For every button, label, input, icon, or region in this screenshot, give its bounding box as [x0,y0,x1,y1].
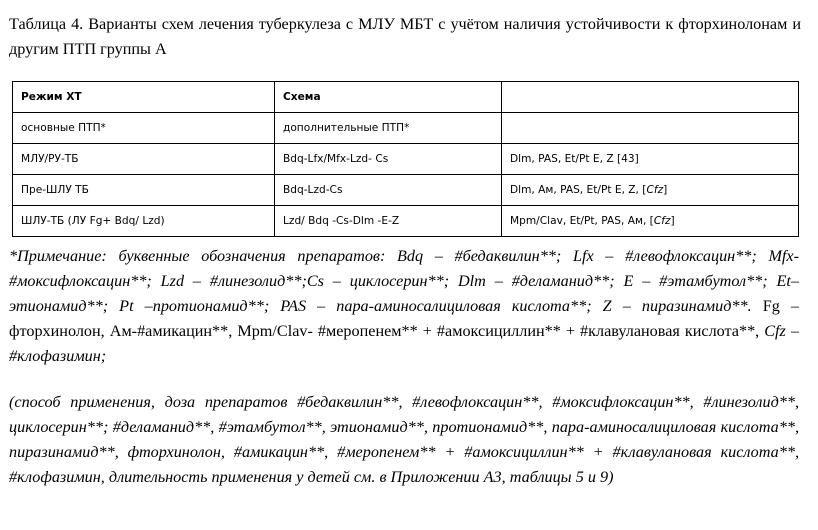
cell-text-italic: Cfz [646,184,664,196]
table-row [13,206,799,237]
table-cell [502,175,799,206]
cell-text-italic: Cfz [653,215,671,227]
usage-note: (способ применения, доза препаратов #бедаквилин**, #левофлоксацин**, #моксифлоксацин**, #линезолид**, циклосерин**; #деламанид**, #этамбутол**, этионамид**, протионамид**, пара-аминосалициловая кислота**, пиразинамид**, фторхинолон, #амикацин**, #меропенем** + #амоксициллин** + #клавулановая кислота**, #клофазимин, длительность применения у детей см. в Приложении А3, таблицы 5 и 9) [9,393,799,486]
note-italic-text: Cfz – #клофазимин; [9,322,799,365]
table-cell [502,206,799,237]
cell-text: Mpm/Clav, Et/Pt, PAS, Ам, [ [510,215,654,227]
table-cell: ШЛУ-ТБ (ЛУ Fg+ Bdq/ Lzd) [13,206,275,237]
cell-text: Dlm, Ам, PAS, Et/Pt E, Z, [ [510,184,647,196]
table-header-row [13,82,799,113]
table-cell: МЛУ/РУ-ТБ [13,144,275,175]
cell-text: ] [670,215,675,227]
table-cell: Пре-ШЛУ ТБ [13,175,275,206]
table-cell [502,113,799,144]
table-cell: Bdq-Lzd-Cs [275,175,502,206]
table-cell: основные ПТП* [13,113,275,144]
table-caption: Таблица 4. Варианты схем лечения туберкулеза с МЛУ МБТ с учётом наличия устойчивости к фторхинолонам и другим ПТП группы А [9,15,801,58]
header-cell-blank [502,82,799,113]
abbreviation-note [9,244,799,369]
table-row [13,144,799,175]
header-cell-scheme: Схема [275,82,502,113]
cell-text: ] [663,184,668,196]
treatment-regimen-table [12,81,799,237]
header-cell-regimen: Режим ХТ [13,82,275,113]
notes-block [9,244,799,490]
note-text: Fg – фторхинолон, Ам-#амикацин**, Mpm/Clav- #меропенем** + #амоксициллин** + #клавулановая кислота**, [9,297,799,340]
table-row [13,113,799,144]
table-cell: Dlm, PAS, Et/Pt E, Z [43] [502,144,799,175]
note-italic-text: *Примечание: буквенные обозначения препаратов: Bdq – #бедаквилин**; Lfx – #левофлоксацин**; Mfx-#моксифлоксацин**; Lzd – #линезолид**;Cs – циклосерин**; Dlm – #деламанид**; E – #этамбутол**; Et–этионамид**; Pt –протионамид**; PAS – пара-аминосалициловая кислота**; Z – пиразинамид**. [9,247,799,315]
table-cell: Bdq-Lfx/Mfx-Lzd- Cs [275,144,502,175]
table-cell: дополнительные ПТП* [275,113,502,144]
table-row [13,175,799,206]
table-cell: Lzd/ Bdq -Cs-Dlm -E-Z [275,206,502,237]
